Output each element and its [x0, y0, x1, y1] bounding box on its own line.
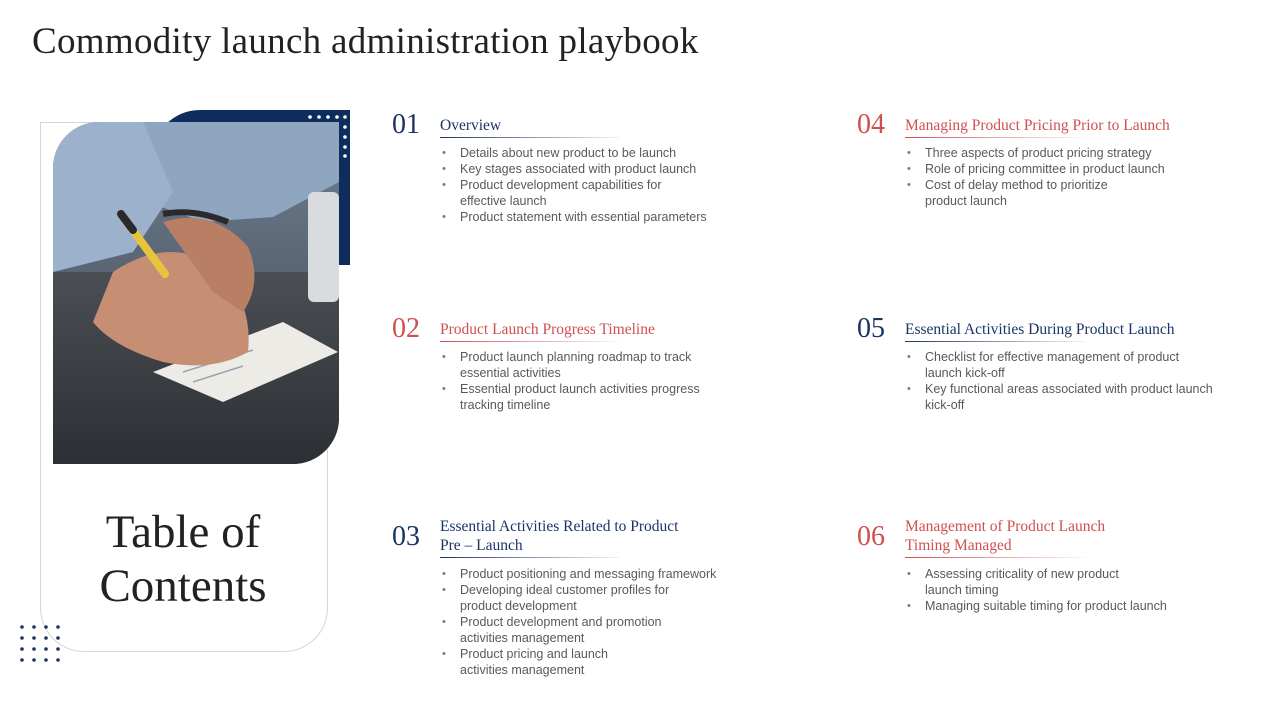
bullet-line: Product development capabilities for: [460, 178, 662, 192]
bullet-item: • Details about new product to be launch: [440, 145, 707, 161]
section-number: 06: [857, 521, 885, 552]
section-bullet-list: [440, 145, 707, 225]
section-divider: [905, 341, 1085, 342]
section-title: Overview: [440, 117, 502, 134]
section-bullet-list: [905, 349, 1213, 413]
section-divider: [440, 557, 620, 558]
toc-heading-line1: Table of: [105, 506, 261, 558]
bullet-item: [440, 177, 707, 209]
bullet-item: • Product positioning and messaging framework: [440, 566, 716, 582]
bullet-item: • Managing suitable timing for product launch: [905, 598, 1167, 614]
page-title: Commodity launch administration playbook: [32, 21, 699, 62]
bullet-line: effective launch: [460, 194, 547, 208]
toc-heading: [40, 505, 326, 613]
bullet-item: • Essential product launch activities progress tracking timeline: [440, 381, 700, 413]
bullet-item: • Three aspects of product pricing strategy: [905, 145, 1165, 161]
section-bullet-list: [905, 566, 1167, 614]
section-number: 01: [392, 109, 420, 140]
writing-hand-photo: [53, 122, 339, 464]
section-number: 05: [857, 313, 885, 344]
bullet-item: • Key functional areas associated with product launch kick-off: [905, 381, 1213, 413]
section-bullet-list: [440, 566, 716, 678]
section-title: Essential Activities During Product Launch: [905, 321, 1175, 338]
bullet-item: • Key stages associated with product launch: [440, 161, 707, 177]
bullet-item: • Assessing criticality of new product launch timing: [905, 566, 1167, 598]
bullet-item: • Product statement with essential parameters: [440, 209, 707, 225]
bullet-item: • Checklist for effective management of product launch kick-off: [905, 349, 1213, 381]
section-divider: [905, 137, 1085, 138]
section-title: Essential Activities Related to Product Pre – Launch: [440, 518, 679, 554]
bullet-item: • Role of pricing committee in product launch: [905, 161, 1165, 177]
section-number: 04: [857, 109, 885, 140]
bullet-item: • Cost of delay method to prioritize product launch: [905, 177, 1165, 209]
section-divider: [440, 137, 620, 138]
bullet-item: • Product pricing and launch activities management: [440, 646, 716, 678]
section-divider: [440, 341, 620, 342]
section-number: 03: [392, 521, 420, 552]
section-number: 02: [392, 313, 420, 344]
section-title: Management of Product Launch Timing Managed: [905, 518, 1106, 554]
toc-heading-line2: Contents: [99, 560, 267, 612]
section-bullet-list: [905, 145, 1165, 209]
section-bullet-list: [440, 349, 700, 413]
section-divider: [905, 557, 1085, 558]
section-title: Product Launch Progress Timeline: [440, 321, 655, 338]
bullet-item: • Developing ideal customer profiles for product development: [440, 582, 716, 614]
dot-grid-icon: [18, 623, 64, 669]
bullet-item: • Product development and promotion activities management: [440, 614, 716, 646]
bullet-item: • Product launch planning roadmap to track essential activities: [440, 349, 700, 381]
section-title: Managing Product Pricing Prior to Launch: [905, 117, 1170, 134]
